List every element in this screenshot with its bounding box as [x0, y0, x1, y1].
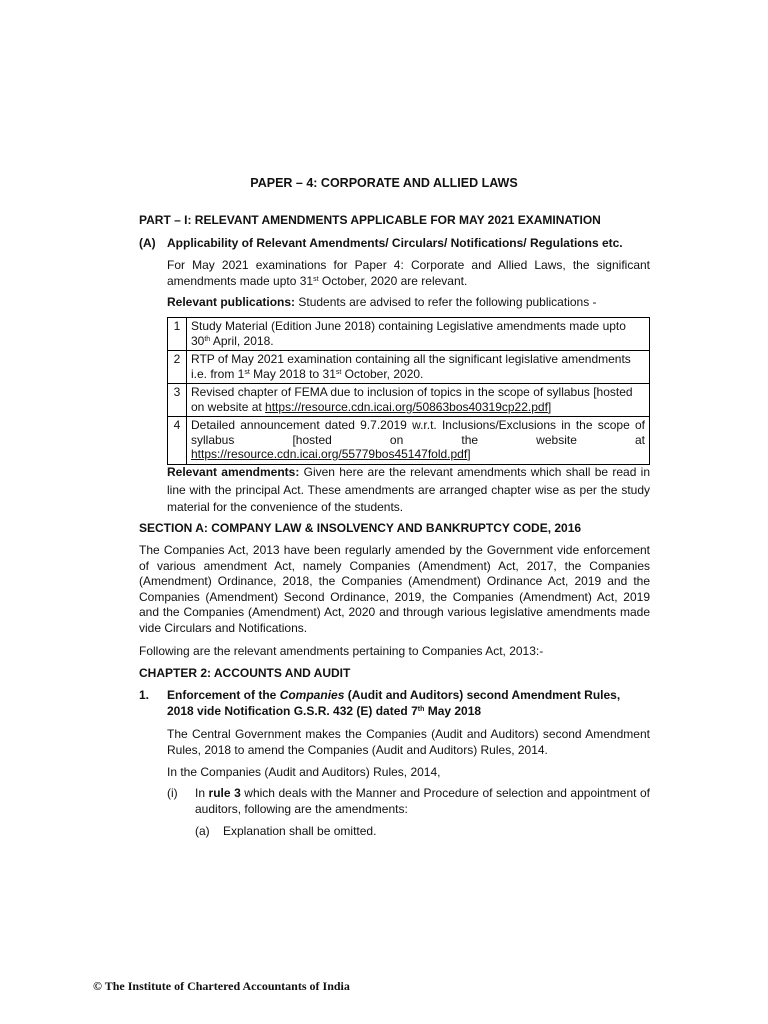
part-heading: PART – I: RELEVANT AMENDMENTS APPLICABLE FOR MAY 2021 EXAMINATION	[139, 213, 601, 227]
row-text-part: Detailed announcement dated 9.7.2019 w.r.t. Inclusions/Exclusions in the scope of syllabus [hosted on the website at	[191, 418, 645, 447]
row-sup: st	[244, 368, 250, 376]
sub-item-a-marker: (a)	[195, 824, 210, 838]
row-sup: th	[204, 335, 211, 343]
row-text	[187, 318, 650, 351]
companies-paragraph: The Companies Act, 2013 have been regularly amended by the Government vide enforcement of various amendment Act, namely Companies (Amendment) Act, 2017, the Companies (Amendment) Ordinance, 2018, the Companies (Amendment) Ordinance Act, 2019 and the Companies (Amendment) Second Ordinance, 2019, the Companies (Amendment) Act, 2019 and the Companies (Amendment) Act, 2020 and through various legislative amendments made vide Circulars and Notifications.	[139, 543, 650, 635]
row-text-part: Study Material (Edition June 2018) containing Legislative amendments made upto 30	[191, 319, 626, 348]
sub-item-i-part: which deals with the Manner and Procedure of selection and appointment of auditors, following are the amendments:	[195, 786, 651, 816]
amendments-paragraph	[167, 464, 650, 517]
row-text-part: Revised chapter of FEMA due to inclusion of topics in the scope of syllabus [hosted on website at	[191, 385, 633, 414]
amendments-text: Given here are the relevant amendments which shall be read in line with the principal Act. These amendments are arranged chapter wise as per the study material for the convenience of the students.	[167, 465, 650, 514]
section-a-heading: Applicability of Relevant Amendments/ Circulars/ Notifications/ Regulations etc.	[167, 236, 623, 250]
publications-text: Students are advised to refer the following publications -	[295, 295, 597, 309]
row-text	[187, 351, 650, 384]
item-1-sup: th	[417, 705, 425, 713]
item-1-text: May 2018	[424, 703, 482, 718]
item-1-text: Enforcement of the	[167, 688, 280, 702]
intro-paragraph	[167, 258, 650, 289]
table-row	[168, 384, 650, 417]
sub-item-a-text: Explanation shall be omitted.	[223, 824, 377, 838]
row-text-part: May 2018 to 31	[249, 366, 336, 381]
item-1-heading	[167, 688, 650, 719]
item-1-italic: Companies	[279, 688, 345, 702]
sub-item-i-row	[167, 786, 650, 817]
intro-text-1: For May 2021 examinations for Paper 4: Corporate and Allied Laws, the significant amendments made upto 31	[167, 258, 650, 288]
table-row	[168, 318, 650, 351]
sub-item-a-row	[195, 824, 650, 840]
row-text-part: ]	[467, 447, 471, 461]
sub-item-i-text	[195, 786, 650, 817]
fema-chapter-link[interactable]: https://resource.cdn.icai.org/50863bos40319cp22.pdf	[265, 399, 548, 414]
publications-table	[167, 317, 650, 465]
row-sup: st	[335, 368, 342, 376]
row-text-part: RTP of May 2021 examination containing all the significant legislative amendments i.e. from 1	[191, 352, 631, 381]
item-1-number: 1.	[139, 688, 150, 702]
publications-label: Relevant publications:	[167, 295, 296, 309]
row-number: 1	[168, 318, 187, 351]
intro-text-2: October, 2020 are relevant.	[318, 273, 468, 288]
row-number: 3	[168, 384, 187, 417]
amendments-label: Relevant amendments:	[167, 465, 300, 479]
item-1-heading-row	[139, 688, 650, 719]
announcement-link[interactable]: https://resource.cdn.icai.org/55779bos45147fold.pdf	[191, 447, 468, 461]
row-text-part: ]	[547, 399, 552, 414]
table-row	[168, 417, 650, 465]
item-1-paragraph-2: In the Companies (Audit and Auditors) Rules, 2014,	[167, 765, 441, 779]
item-1-text: (Audit and Auditors) second Amendment Rules, 2018 vide Notification G.S.R. 432 (E) dated 7	[167, 688, 621, 718]
row-number: 2	[168, 351, 187, 384]
table-row	[168, 351, 650, 384]
sub-item-i-bold: rule 3	[208, 786, 241, 800]
row-text	[187, 417, 650, 465]
paper-title: PAPER – 4: CORPORATE AND ALLIED LAWS	[250, 176, 518, 190]
section-a-company-heading: SECTION A: COMPANY LAW & INSOLVENCY AND BANKRUPTCY CODE, 2016	[139, 521, 582, 535]
row-text-part: October, 2020.	[341, 366, 424, 381]
sub-item-i-marker: (i)	[167, 786, 178, 800]
row-text-part: April, 2018.	[210, 333, 274, 348]
copyright-footer: © The Institute of Chartered Accountants of India	[93, 979, 350, 993]
following-paragraph: Following are the relevant amendments pertaining to Companies Act, 2013:-	[139, 644, 544, 658]
chapter-heading: CHAPTER 2: ACCOUNTS AND AUDIT	[139, 666, 351, 680]
publications-intro	[167, 295, 650, 311]
section-a-marker: (A)	[139, 236, 156, 250]
row-number: 4	[168, 417, 187, 465]
section-a-heading-row	[139, 236, 669, 252]
sub-item-i-part: In	[195, 786, 209, 800]
intro-sup: st	[313, 275, 319, 283]
item-1-paragraph: The Central Government makes the Companies (Audit and Auditors) second Amendment Rules, 2018 to amend the Companies (Audit and Auditors) Rules, 2014.	[167, 727, 650, 757]
row-text	[187, 384, 650, 417]
